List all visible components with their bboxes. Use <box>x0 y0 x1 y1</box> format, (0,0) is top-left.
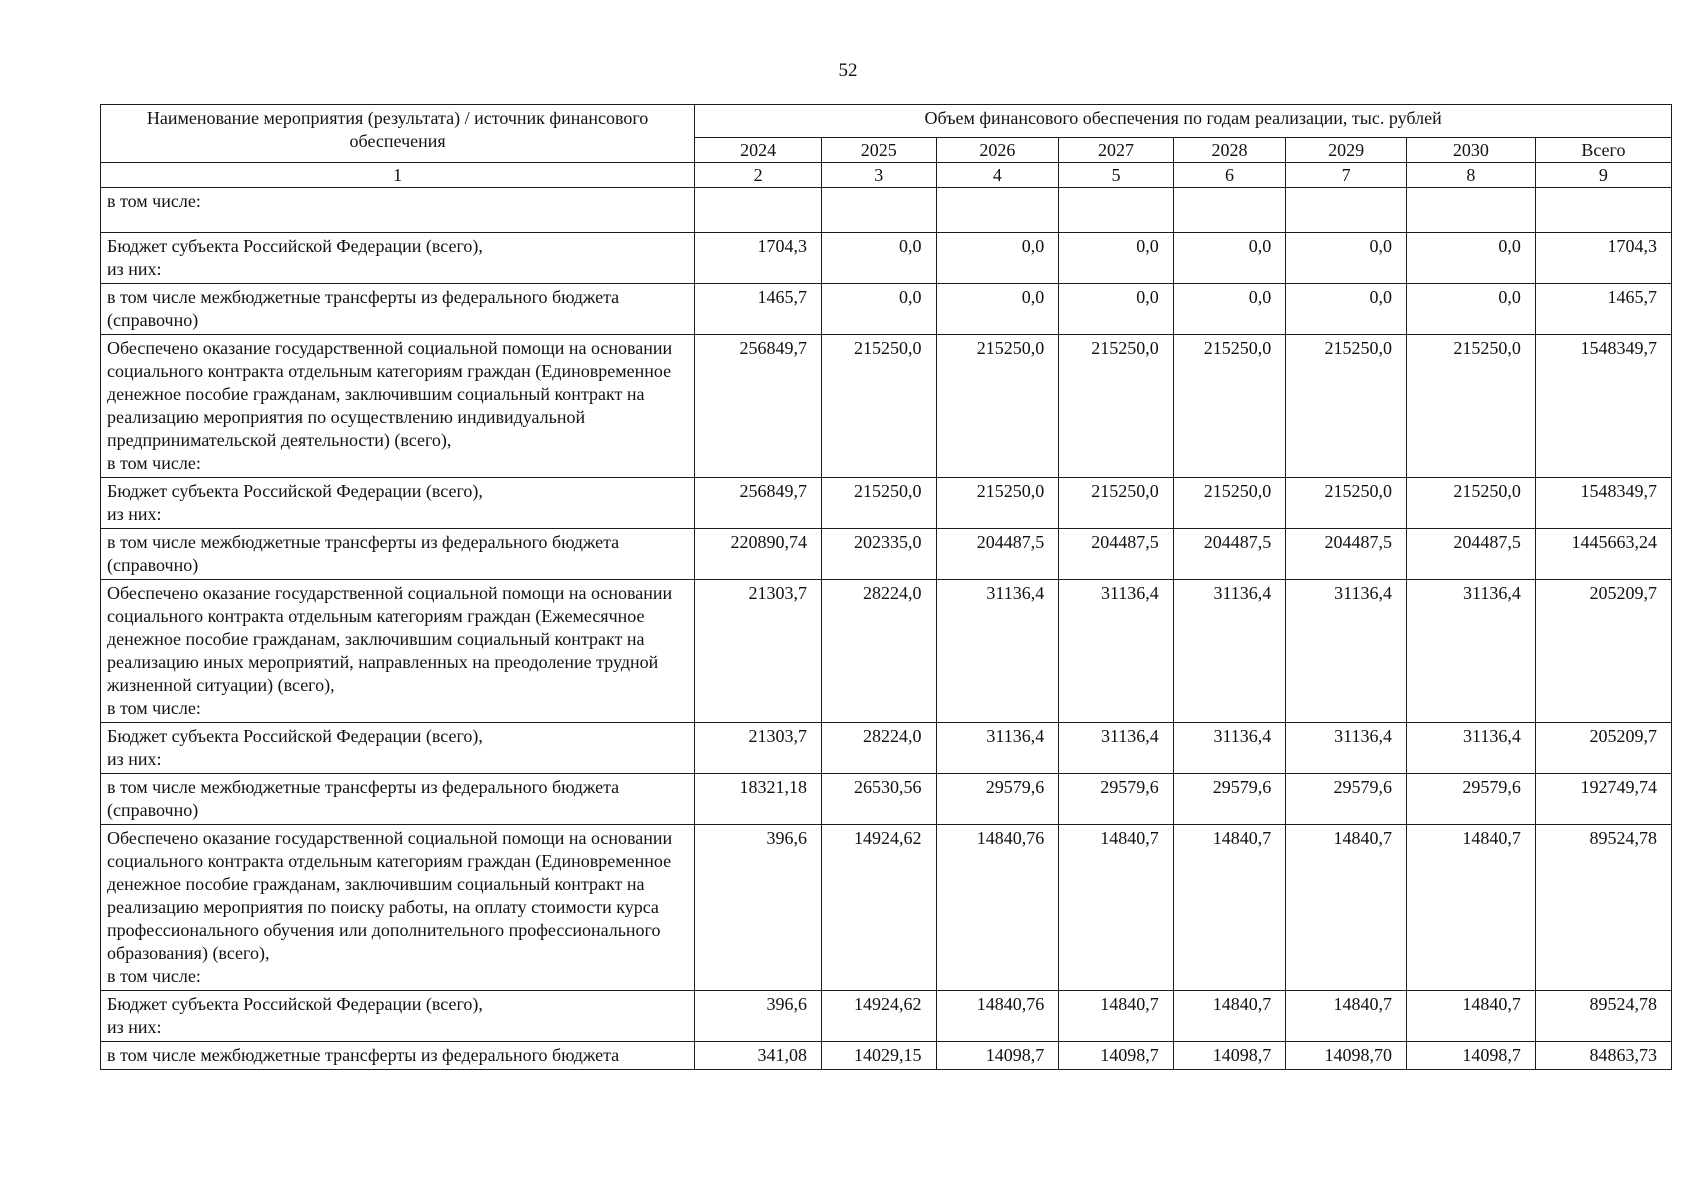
table-row <box>101 478 1672 529</box>
value-cell: 202335,0 <box>822 529 937 580</box>
value-cell: 204487,5 <box>1406 529 1535 580</box>
value-cell: 29579,6 <box>936 774 1059 825</box>
value-cell: 28224,0 <box>822 723 937 774</box>
value-cell: 0,0 <box>1059 233 1174 284</box>
value-cell: 26530,56 <box>822 774 937 825</box>
value-cell: 14840,7 <box>1286 991 1407 1042</box>
value-cell: 29579,6 <box>1059 774 1174 825</box>
table-row <box>101 233 1672 284</box>
header-column-number: 4 <box>936 163 1059 188</box>
value-cell: 205209,7 <box>1535 723 1671 774</box>
header-funding-group: Объем финансового обеспечения по годам реализации, тыс. рублей <box>695 105 1672 138</box>
header-year-cell: 2030 <box>1406 138 1535 163</box>
value-cell: 31136,4 <box>936 723 1059 774</box>
value-cell: 31136,4 <box>1286 580 1407 723</box>
table-row <box>101 284 1672 335</box>
value-cell: 204487,5 <box>1059 529 1174 580</box>
header-column-number: 9 <box>1535 163 1671 188</box>
row-label: Бюджет субъекта Российской Федерации (всего), из них: <box>101 233 695 284</box>
value-cell: 31136,4 <box>1406 580 1535 723</box>
header-column-number: 3 <box>822 163 937 188</box>
value-cell: 31136,4 <box>1173 723 1286 774</box>
row-label: Обеспечено оказание государственной социальной помощи на основании социального контракта отдельным категориям граждан (Ежемесячное денежное пособие гражданам, заключившим социальный контракт на реализацию иных мероприятий, направленных на преодоление трудной жизненной ситуации) (всего), в том числе: <box>101 580 695 723</box>
value-cell <box>1173 188 1286 233</box>
row-label: Обеспечено оказание государственной социальной помощи на основании социального контракта отдельным категориям граждан (Единовременное денежное пособие гражданам, заключившим социальный контракт на реализацию мероприятия по поиску работы, на оплату стоимости курса профессионального обучения или дополнительного профессионального образования) (всего), в том числе: <box>101 825 695 991</box>
value-cell: 14840,7 <box>1173 825 1286 991</box>
value-cell: 220890,74 <box>695 529 822 580</box>
header-index-row <box>101 163 1672 188</box>
header-name-column: Наименование мероприятия (результата) / источник финансового обеспечения <box>101 105 695 163</box>
value-cell: 31136,4 <box>1059 723 1174 774</box>
table-row <box>101 188 1672 233</box>
value-cell: 29579,6 <box>1286 774 1407 825</box>
table-row <box>101 991 1672 1042</box>
value-cell: 18321,18 <box>695 774 822 825</box>
value-cell: 0,0 <box>822 284 937 335</box>
value-cell <box>1406 188 1535 233</box>
value-cell: 89524,78 <box>1535 991 1671 1042</box>
value-cell: 215250,0 <box>1173 335 1286 478</box>
value-cell: 1465,7 <box>695 284 822 335</box>
value-cell: 14840,7 <box>1173 991 1286 1042</box>
table-row <box>101 825 1672 991</box>
value-cell: 31136,4 <box>1406 723 1535 774</box>
value-cell: 14840,7 <box>1059 991 1174 1042</box>
header-year-cell: 2028 <box>1173 138 1286 163</box>
value-cell <box>936 188 1059 233</box>
value-cell: 215250,0 <box>822 478 937 529</box>
value-cell: 1445663,24 <box>1535 529 1671 580</box>
value-cell: 28224,0 <box>822 580 937 723</box>
value-cell: 14840,76 <box>936 991 1059 1042</box>
value-cell: 14098,7 <box>1059 1042 1174 1070</box>
value-cell: 21303,7 <box>695 580 822 723</box>
value-cell: 204487,5 <box>1286 529 1407 580</box>
value-cell: 31136,4 <box>1286 723 1407 774</box>
value-cell: 396,6 <box>695 825 822 991</box>
value-cell: 14098,7 <box>1173 1042 1286 1070</box>
header-year-cell: 2024 <box>695 138 822 163</box>
header-column-number: 8 <box>1406 163 1535 188</box>
value-cell: 14098,7 <box>936 1042 1059 1070</box>
value-cell: 1548349,7 <box>1535 335 1671 478</box>
row-label: в том числе межбюджетные трансферты из федерального бюджета (справочно) <box>101 529 695 580</box>
value-cell: 215250,0 <box>1059 478 1174 529</box>
row-label: Обеспечено оказание государственной социальной помощи на основании социального контракта отдельным категориям граждан (Единовременное денежное пособие гражданам, заключившим социальный контракт на реализацию мероприятия по осуществлению индивидуальной предпринимательской деятельности) (всего), в том числе: <box>101 335 695 478</box>
row-label: в том числе межбюджетные трансферты из федерального бюджета (справочно) <box>101 284 695 335</box>
value-cell: 0,0 <box>1173 233 1286 284</box>
row-label: в том числе межбюджетные трансферты из федерального бюджета (справочно) <box>101 774 695 825</box>
value-cell: 0,0 <box>822 233 937 284</box>
value-cell: 205209,7 <box>1535 580 1671 723</box>
value-cell: 14840,7 <box>1286 825 1407 991</box>
value-cell: 14840,7 <box>1406 991 1535 1042</box>
value-cell: 14840,7 <box>1059 825 1174 991</box>
value-cell: 192749,74 <box>1535 774 1671 825</box>
table-row <box>101 723 1672 774</box>
value-cell: 14924,62 <box>822 991 937 1042</box>
value-cell <box>695 188 822 233</box>
header-year-cell: 2025 <box>822 138 937 163</box>
value-cell: 0,0 <box>1286 233 1407 284</box>
row-label: Бюджет субъекта Российской Федерации (всего), из них: <box>101 723 695 774</box>
row-label: в том числе межбюджетные трансферты из федерального бюджета <box>101 1042 695 1070</box>
value-cell: 0,0 <box>936 233 1059 284</box>
value-cell: 215250,0 <box>822 335 937 478</box>
value-cell <box>822 188 937 233</box>
value-cell: 1548349,7 <box>1535 478 1671 529</box>
value-cell: 204487,5 <box>1173 529 1286 580</box>
value-cell: 256849,7 <box>695 335 822 478</box>
value-cell: 0,0 <box>1059 284 1174 335</box>
value-cell: 215250,0 <box>1286 478 1407 529</box>
value-cell: 31136,4 <box>1059 580 1174 723</box>
value-cell <box>1535 188 1671 233</box>
table-row <box>101 1042 1672 1070</box>
value-cell: 215250,0 <box>1286 335 1407 478</box>
page-number: 52 <box>838 60 858 81</box>
value-cell: 31136,4 <box>1173 580 1286 723</box>
value-cell: 0,0 <box>1406 284 1535 335</box>
value-cell: 0,0 <box>936 284 1059 335</box>
header-row-top <box>101 105 1672 138</box>
header-column-number: 5 <box>1059 163 1174 188</box>
value-cell: 14840,7 <box>1406 825 1535 991</box>
table-row <box>101 580 1672 723</box>
value-cell: 1465,7 <box>1535 284 1671 335</box>
value-cell: 215250,0 <box>936 335 1059 478</box>
value-cell: 14029,15 <box>822 1042 937 1070</box>
value-cell: 84863,73 <box>1535 1042 1671 1070</box>
value-cell: 89524,78 <box>1535 825 1671 991</box>
header-column-number: 1 <box>101 163 695 188</box>
value-cell: 215250,0 <box>1173 478 1286 529</box>
value-cell: 0,0 <box>1173 284 1286 335</box>
header-column-number: 7 <box>1286 163 1407 188</box>
table-row <box>101 335 1672 478</box>
header-year-cell: 2027 <box>1059 138 1174 163</box>
value-cell: 204487,5 <box>936 529 1059 580</box>
value-cell: 29579,6 <box>1173 774 1286 825</box>
value-cell: 14924,62 <box>822 825 937 991</box>
header-column-number: 2 <box>695 163 822 188</box>
value-cell: 1704,3 <box>1535 233 1671 284</box>
header-year-cell: 2026 <box>936 138 1059 163</box>
value-cell: 21303,7 <box>695 723 822 774</box>
value-cell: 341,08 <box>695 1042 822 1070</box>
value-cell: 215250,0 <box>936 478 1059 529</box>
value-cell: 29579,6 <box>1406 774 1535 825</box>
row-label: Бюджет субъекта Российской Федерации (всего), из них: <box>101 478 695 529</box>
value-cell <box>1286 188 1407 233</box>
row-label: Бюджет субъекта Российской Федерации (всего), из них: <box>101 991 695 1042</box>
value-cell: 14840,76 <box>936 825 1059 991</box>
table-body <box>101 188 1672 1070</box>
budget-table <box>100 104 1672 1070</box>
value-cell: 215250,0 <box>1059 335 1174 478</box>
value-cell: 1704,3 <box>695 233 822 284</box>
value-cell: 215250,0 <box>1406 335 1535 478</box>
value-cell: 14098,7 <box>1406 1042 1535 1070</box>
row-label: в том числе: <box>101 188 695 233</box>
value-cell: 31136,4 <box>936 580 1059 723</box>
value-cell: 0,0 <box>1286 284 1407 335</box>
header-year-cell: Всего <box>1535 138 1671 163</box>
value-cell: 256849,7 <box>695 478 822 529</box>
value-cell: 396,6 <box>695 991 822 1042</box>
value-cell: 215250,0 <box>1406 478 1535 529</box>
value-cell <box>1059 188 1174 233</box>
value-cell: 14098,70 <box>1286 1042 1407 1070</box>
table-row <box>101 774 1672 825</box>
header-year-cell: 2029 <box>1286 138 1407 163</box>
header-column-number: 6 <box>1173 163 1286 188</box>
value-cell: 0,0 <box>1406 233 1535 284</box>
table-row <box>101 529 1672 580</box>
